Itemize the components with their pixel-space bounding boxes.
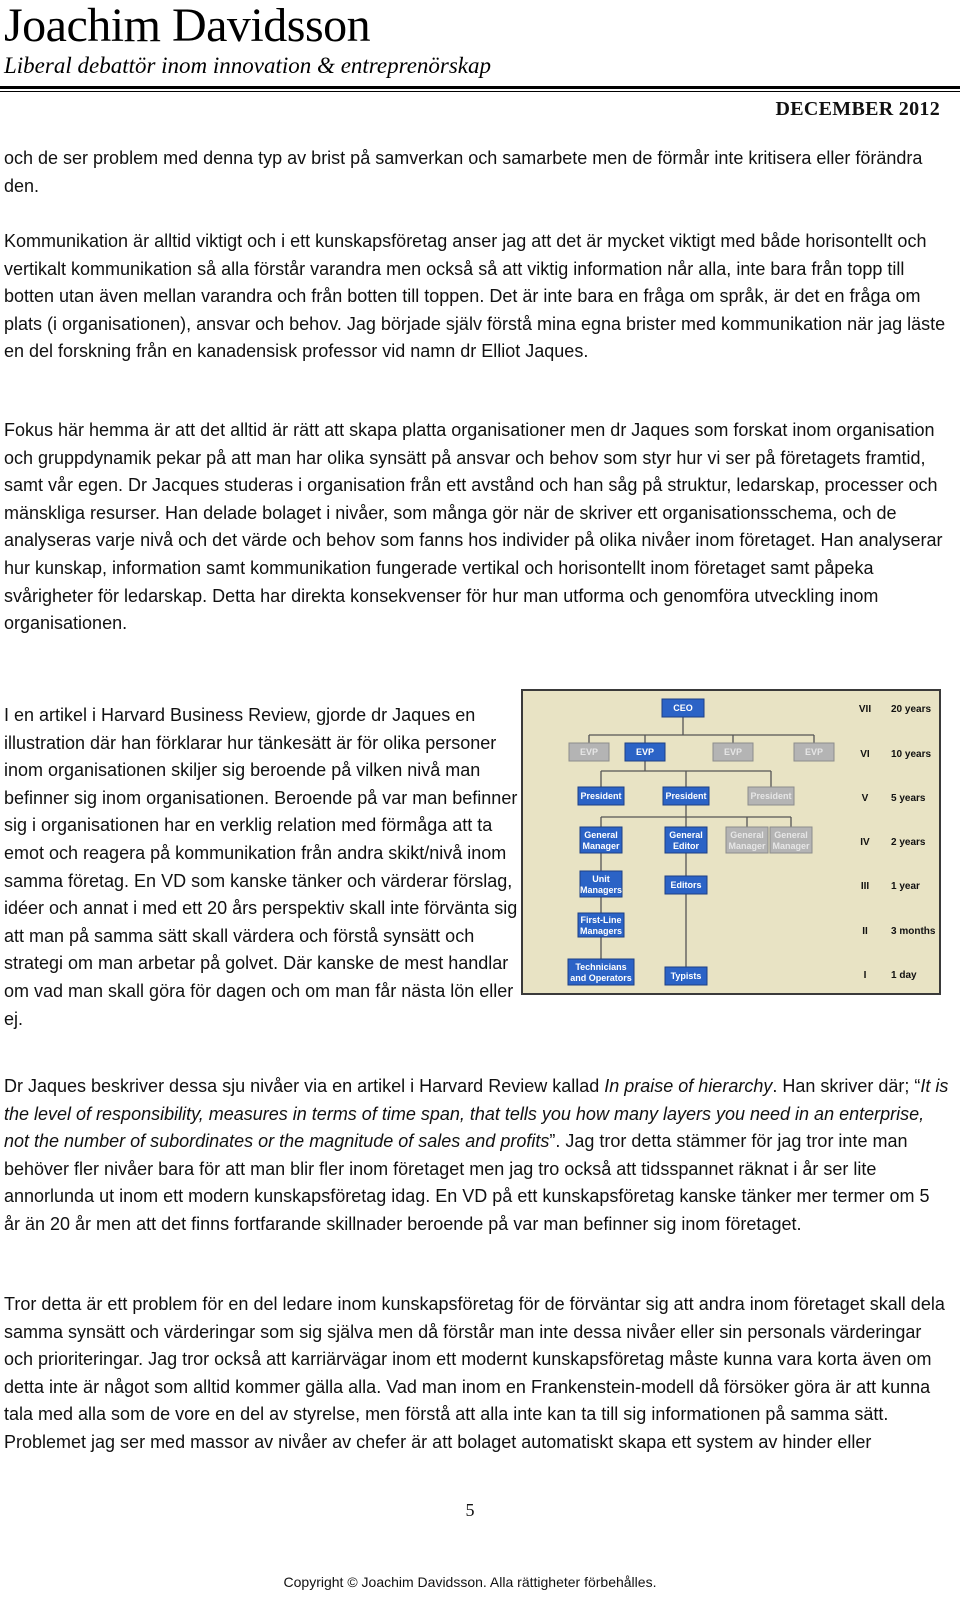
paragraph-5-text-b: . Han skriver där; “ bbox=[772, 1076, 921, 1096]
unit-managers-label-2: Managers bbox=[579, 885, 623, 895]
diagram-box-general-manager bbox=[580, 827, 622, 853]
diagram-box-technicians bbox=[568, 959, 634, 985]
editors-label: Editors bbox=[670, 880, 702, 890]
paragraph-4: I en artikel i Harvard Business Review, gjorde dr Jaques en illustration där han förklarar hur tänkesätt är för olika personer inom organisationen skiljer sig beroende på vilken nivå man befinner sig inom organisationen. Beroende på var man befinner sig i organisationen har en verklig relation med förmåga att ta emot och reagera på kommunikation från andra skikt/nivå inom samma företag. En VD som kanske tänker och värderar förslag, idéer och annat i med ett 20 års perspektiv skall inte förvänta sig att man på samma sätt skall värdera och förstå synsätt och strategi om man arbetar på golvet. Där kanske de mest handlar om vad man skall göra för dagen och om man får nästa lön eller ej. bbox=[4, 705, 518, 1029]
general-manager-label-2: Manager bbox=[582, 841, 620, 851]
technicians-label-2: and Operators bbox=[570, 973, 632, 983]
page-number: 5 bbox=[465, 1500, 475, 1520]
level-span: 1 year bbox=[891, 881, 920, 892]
level-span: 20 years bbox=[891, 704, 932, 715]
evp-label: EVP bbox=[723, 747, 743, 757]
level-span: 1 day bbox=[891, 970, 917, 981]
diagram-box-editors bbox=[665, 876, 707, 894]
diagram-box-typists bbox=[665, 967, 707, 985]
general-manager-label-1: General bbox=[774, 830, 808, 840]
general-editor-label-1: General bbox=[669, 830, 703, 840]
level-numeral: VII bbox=[858, 704, 872, 715]
article-title: In praise of hierarchy bbox=[604, 1076, 773, 1096]
paragraph-5-text-a: Dr Jaques beskriver dessa sju nivåer via en artikel i Harvard Review kallad bbox=[4, 1076, 605, 1096]
issue-date: DECEMBER 2012 bbox=[775, 98, 940, 120]
general-manager-label-1: General bbox=[730, 830, 764, 840]
level-column bbox=[859, 704, 936, 981]
document-header bbox=[4, 0, 954, 80]
general-editor-label-2: Editor bbox=[673, 841, 699, 851]
level-numeral: IV bbox=[860, 837, 870, 848]
header-rule-thick bbox=[0, 86, 960, 89]
diagram-box-evp bbox=[794, 743, 834, 761]
first-line-label-1: First-Line bbox=[580, 915, 622, 925]
author-name: Joachim Davidsson bbox=[4, 0, 371, 52]
general-manager-label-1: General bbox=[584, 830, 618, 840]
diagram-box-evp bbox=[713, 743, 753, 761]
evp-label: EVP bbox=[804, 747, 824, 757]
evp-label: EVP bbox=[635, 747, 655, 757]
general-manager-label-2: Manager bbox=[772, 841, 810, 851]
level-span: 5 years bbox=[891, 793, 926, 804]
level-span: 2 years bbox=[891, 837, 926, 848]
general-manager-label-2: Manager bbox=[728, 841, 766, 851]
level-span: 3 months bbox=[891, 926, 936, 937]
typists-label: Typists bbox=[670, 971, 702, 981]
unit-managers-label-1: Unit bbox=[592, 874, 610, 884]
level-numeral: II bbox=[862, 926, 868, 937]
copyright-notice: Copyright © Joachim Davidsson. Alla rättigheter förbehålles. bbox=[283, 1574, 657, 1590]
diagram-box-general-manager bbox=[770, 827, 812, 853]
quote: It is the level of responsibility, measures in terms of time span, that tells you how many layers you need in an enterprise, not the number of subordinates or the magnitude of sales and profits bbox=[4, 1076, 949, 1152]
paragraph-6: Tror detta är ett problem för en del ledare inom kunskapsföretag för de förväntar sig att andra inom företaget skall dela samma synsätt och värderingar som sig själva men då förstår man inte dessa nivåer eller sin personals värderingar och prioriteringar. Jag tror också att karriärvägar inom ett modernt kunskapsföretag måste kunna vara korta även om detta inte är något som alltid kommer gälla alla. Vad man inom en Frankenstein-modell då försöker göra är att kunna tala med alla som de vore en del av styrelse, men förstå att alla inte kan ta till sig informationen på samma sätt. Problemet jag ser med massor av nivåer av chefer är att bolaget automatiskt skapa ett system av hinder eller bbox=[4, 1294, 945, 1452]
diagram-box-evp bbox=[625, 743, 665, 761]
hierarchy-diagram bbox=[521, 689, 941, 995]
first-line-label-2: Managers bbox=[579, 926, 623, 936]
paragraph-5 bbox=[4, 1073, 949, 1239]
header-rule-thin bbox=[0, 91, 960, 92]
paragraph-1: och de ser problem med denna typ av brist på samverkan och samarbete men de förmår inte kritisera eller förändra den. bbox=[4, 148, 923, 196]
technicians-label-1: Technicians bbox=[575, 962, 627, 972]
level-numeral: VI bbox=[860, 749, 870, 760]
level-numeral: III bbox=[860, 881, 870, 892]
president-label: President bbox=[665, 791, 707, 801]
ceo-label: CEO bbox=[673, 703, 693, 713]
diagram-box-president bbox=[663, 787, 709, 805]
diagram-box-president bbox=[578, 787, 624, 805]
level-numeral: I bbox=[863, 970, 867, 981]
evp-label: EVP bbox=[579, 747, 599, 757]
author-tagline: Liberal debattör inom innovation & entreprenörskap bbox=[4, 53, 492, 78]
paragraph-2: Kommunikation är alltid viktigt och i ett kunskapsföretag anser jag att det är mycket viktigt med både horisontellt och vertikalt kommunikation så alla förstår varandra men också så att viktig information når alla, inte bara från topp till botten utan även mellan varandra och från botten till toppen. Det är inte bara en fråga om språk, är det en fråga om plats (i organisationen), ansvar och behov. Jag började själv förstå mina egna brister med kommunikation när jag läste en del forskning från en kanadensisk professor vid namn dr Elliot Jaques. bbox=[4, 231, 946, 362]
paragraph-5-text-c: ”. Jag tror detta stämmer för jag tror inte man behöver fler nivåer bara för att man blir fler inom företaget men jag tro också att tidsspannet räknat i år ser lite annorlunda ut inom ett modern kunskapsföretag idag. En VD på ett kunskapsföretag kanske tänker mer termer om 5 år än 20 år men att det finns fortfarande skillnader beroende på var man befinner sig inom företaget. bbox=[4, 1131, 930, 1234]
level-span: 10 years bbox=[891, 749, 932, 760]
president-label: President bbox=[580, 791, 622, 801]
diagram-box-evp bbox=[569, 743, 609, 761]
diagram-box-general-manager bbox=[726, 827, 768, 853]
diagram-box-president bbox=[748, 787, 794, 805]
diagram-box-first-line-managers bbox=[578, 913, 624, 937]
diagram-box-ceo bbox=[662, 699, 704, 717]
president-label: President bbox=[750, 791, 792, 801]
paragraph-3: Fokus här hemma är att det alltid är rätt att skapa platta organisationer men dr Jaques som forskat inom organisation och gruppdynamik pekar på att man har olika synsätt på ansvar och behov som styr hur vi ser på företagets framtid, samt vår egen. Dr Jacques studeras i organisation från ett avstånd och han såg på struktur, ledarskap, processer och mänskliga resurser. Han delade bolaget i nivåer, som många gör när de skriver ett organisationsschema, och de analyseras varje nivå och det värde och behov som fanns hos individer på olika nivåer inom företaget. Han analyserar hur kunskap, information samt kommunikation fungerade vertikal och horisontellt inom företaget samt påpeka svårigheter för ledarskap. Detta har direkta konsekvenser för hur man utforma och genomföra utveckling inom organisationen. bbox=[4, 420, 943, 634]
diagram-box-general-editor bbox=[665, 827, 707, 853]
diagram-box-unit-managers bbox=[580, 871, 622, 897]
level-numeral: V bbox=[861, 793, 869, 804]
